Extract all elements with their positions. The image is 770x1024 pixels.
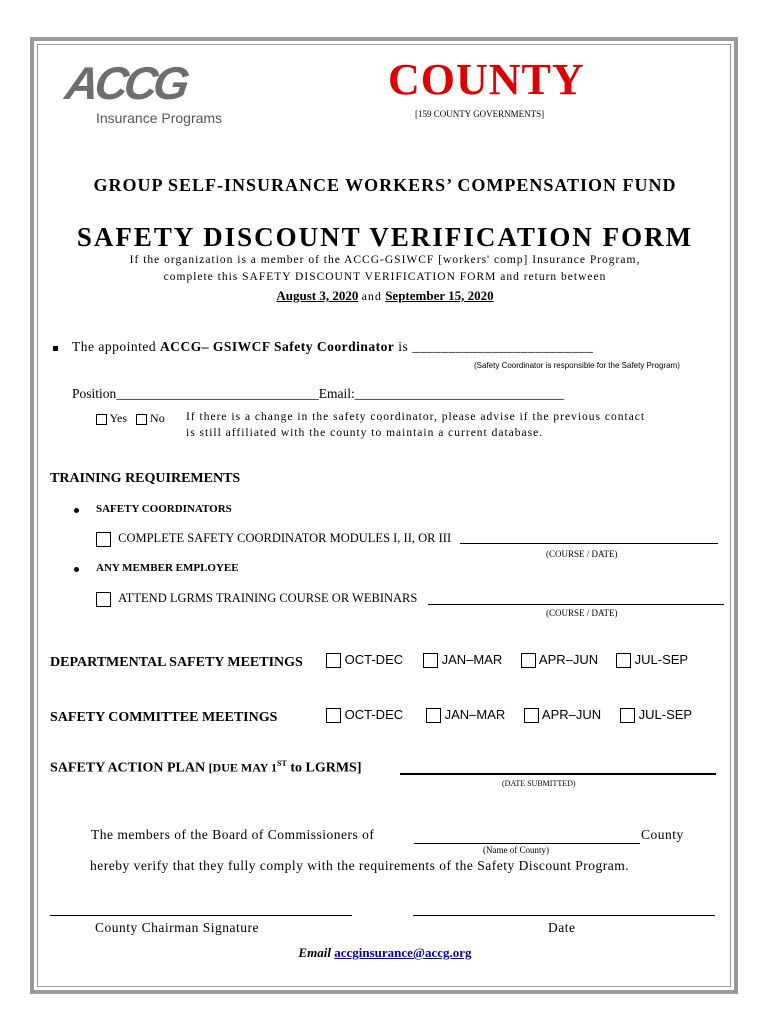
intro-line-2: complete this SAFETY DISCOUNT VERIFICATION FORM and return between	[163, 271, 607, 283]
fund-title: GROUP SELF-INSURANCE WORKERS’ COMPENSATION FUND	[93, 175, 677, 195]
action-plan-sup: ST	[277, 759, 287, 768]
coordinator-name-field[interactable]: _________________________	[412, 339, 594, 354]
board-lead: The members of the Board of Commissioners of	[91, 827, 375, 842]
training-course-field[interactable]	[428, 604, 724, 605]
coordinators-label: SAFETY COORDINATORS	[96, 503, 232, 515]
dept-q2-label: JAN–MAR	[441, 652, 503, 667]
county-name-field[interactable]	[414, 843, 640, 844]
email-field[interactable]: _______________________________	[354, 386, 565, 401]
yes-no-row	[96, 411, 165, 426]
dept-q4-checkbox[interactable]	[616, 653, 631, 668]
bullet-dot	[74, 508, 79, 513]
action-plan-date-field[interactable]	[400, 773, 716, 775]
comm-quarter-3	[524, 707, 601, 723]
dept-q1-label: OCT-DEC	[344, 652, 404, 667]
intro-line-1: If the organization is a member of the ACCG-GSIWCF [workers' comp] Insurance Program,	[129, 254, 641, 266]
course-date-note-2: (COURSE / DATE)	[546, 608, 618, 618]
action-plan-label: SAFETY ACTION PLAN	[50, 760, 206, 776]
position-label: Position	[72, 386, 117, 401]
chairman-signature-field[interactable]	[50, 915, 352, 916]
modules-checkbox[interactable]	[96, 532, 111, 547]
logo-subtitle: Insurance Programs	[96, 110, 223, 126]
action-plan-due: [DUE MAY 1	[208, 760, 278, 775]
action-plan-due-end: to LGRMS]	[290, 760, 362, 776]
coordinator-is: is	[398, 339, 409, 354]
date-and: and	[361, 289, 382, 303]
footer-email-label: Email	[298, 945, 331, 960]
yes-checkbox[interactable]	[96, 414, 107, 425]
action-plan-line	[50, 759, 361, 777]
comm-q3-checkbox[interactable]	[524, 708, 539, 723]
comm-q3-label: APR–JUN	[541, 707, 602, 722]
dept-q2-checkbox[interactable]	[423, 653, 438, 668]
position-line	[72, 386, 564, 402]
lgrms-training-row	[96, 591, 417, 607]
footer-email-link[interactable]: accginsurance@accg.org	[334, 945, 472, 960]
accg-logo: ACCG	[62, 57, 190, 109]
comm-q1-label: OCT-DEC	[344, 707, 404, 722]
deadline-dates	[0, 288, 770, 304]
comm-q4-label: JUL-SEP	[638, 707, 693, 722]
signature-date-field[interactable]	[413, 915, 715, 916]
county-title: COUNTY	[388, 55, 585, 104]
bullet-square	[53, 346, 58, 351]
dept-q3-checkbox[interactable]	[521, 653, 536, 668]
coordinator-role: ACCG– GSIWCF Safety Coordinator	[159, 339, 395, 354]
coordinator-line	[72, 339, 593, 355]
dept-quarter-3	[521, 652, 598, 668]
signature-date-label: Date	[548, 920, 576, 935]
date-start: August 3, 2020	[276, 288, 359, 303]
comm-q4-checkbox[interactable]	[620, 708, 635, 723]
modules-course-field[interactable]	[460, 543, 718, 544]
comm-q1-checkbox[interactable]	[326, 708, 341, 723]
email-label: Email:	[318, 386, 355, 401]
position-field[interactable]: ______________________________	[116, 386, 319, 401]
dept-quarter-1	[326, 652, 403, 668]
dept-q1-checkbox[interactable]	[326, 653, 341, 668]
compliance-statement: hereby verify that they fully comply with the requirements of the Safety Discount Program.	[90, 858, 630, 873]
coordinator-modules-row	[96, 531, 451, 547]
change-note-1: If there is a change in the safety coordinator, please advise if the previous contact	[186, 411, 646, 423]
training-label: ATTEND LGRMS TRAINING COURSE OR WEBINARS	[118, 591, 418, 605]
comm-quarter-2	[426, 707, 505, 723]
change-note-2: is still affiliated with the county to maintain a current database.	[186, 427, 544, 439]
no-label: No	[150, 411, 165, 425]
committee-meetings-label: SAFETY COMMITTEE MEETINGS	[50, 710, 278, 725]
modules-label: COMPLETE SAFETY COORDINATOR MODULES I, II, OR III	[118, 531, 452, 545]
comm-quarter-1	[326, 707, 403, 723]
comm-q2-checkbox[interactable]	[426, 708, 441, 723]
county-word: County	[641, 827, 684, 842]
dept-quarter-2	[423, 652, 502, 668]
employee-label: ANY MEMBER EMPLOYEE	[96, 562, 239, 574]
date-end: September 15, 2020	[385, 288, 494, 303]
course-date-note-1: (COURSE / DATE)	[546, 549, 618, 559]
training-title: TRAINING REQUIREMENTS	[50, 471, 241, 486]
footer-email	[0, 945, 770, 961]
form-title: SAFETY DISCOUNT VERIFICATION FORM	[76, 222, 694, 252]
departmental-meetings-label: DEPARTMENTAL SAFETY MEETINGS	[50, 655, 303, 670]
training-checkbox[interactable]	[96, 592, 111, 607]
dept-q3-label: APR–JUN	[538, 652, 599, 667]
bullet-dot	[74, 567, 79, 572]
coordinator-lead: The appointed	[72, 339, 157, 354]
county-name-note: (Name of County)	[483, 845, 549, 855]
coordinator-note: (Safety Coordinator is responsible for the Safety Program)	[474, 361, 680, 370]
comm-quarter-4	[620, 707, 692, 723]
date-submitted-note: (DATE SUBMITTED)	[502, 779, 576, 788]
dept-quarter-4	[616, 652, 688, 668]
comm-q2-label: JAN–MAR	[444, 707, 506, 722]
county-subtitle: [159 COUNTY GOVERNMENTS]	[415, 109, 545, 119]
chairman-signature-label: County Chairman Signature	[95, 920, 259, 935]
no-checkbox[interactable]	[136, 414, 147, 425]
yes-label: Yes	[109, 411, 128, 425]
dept-q4-label: JUL-SEP	[634, 652, 689, 667]
